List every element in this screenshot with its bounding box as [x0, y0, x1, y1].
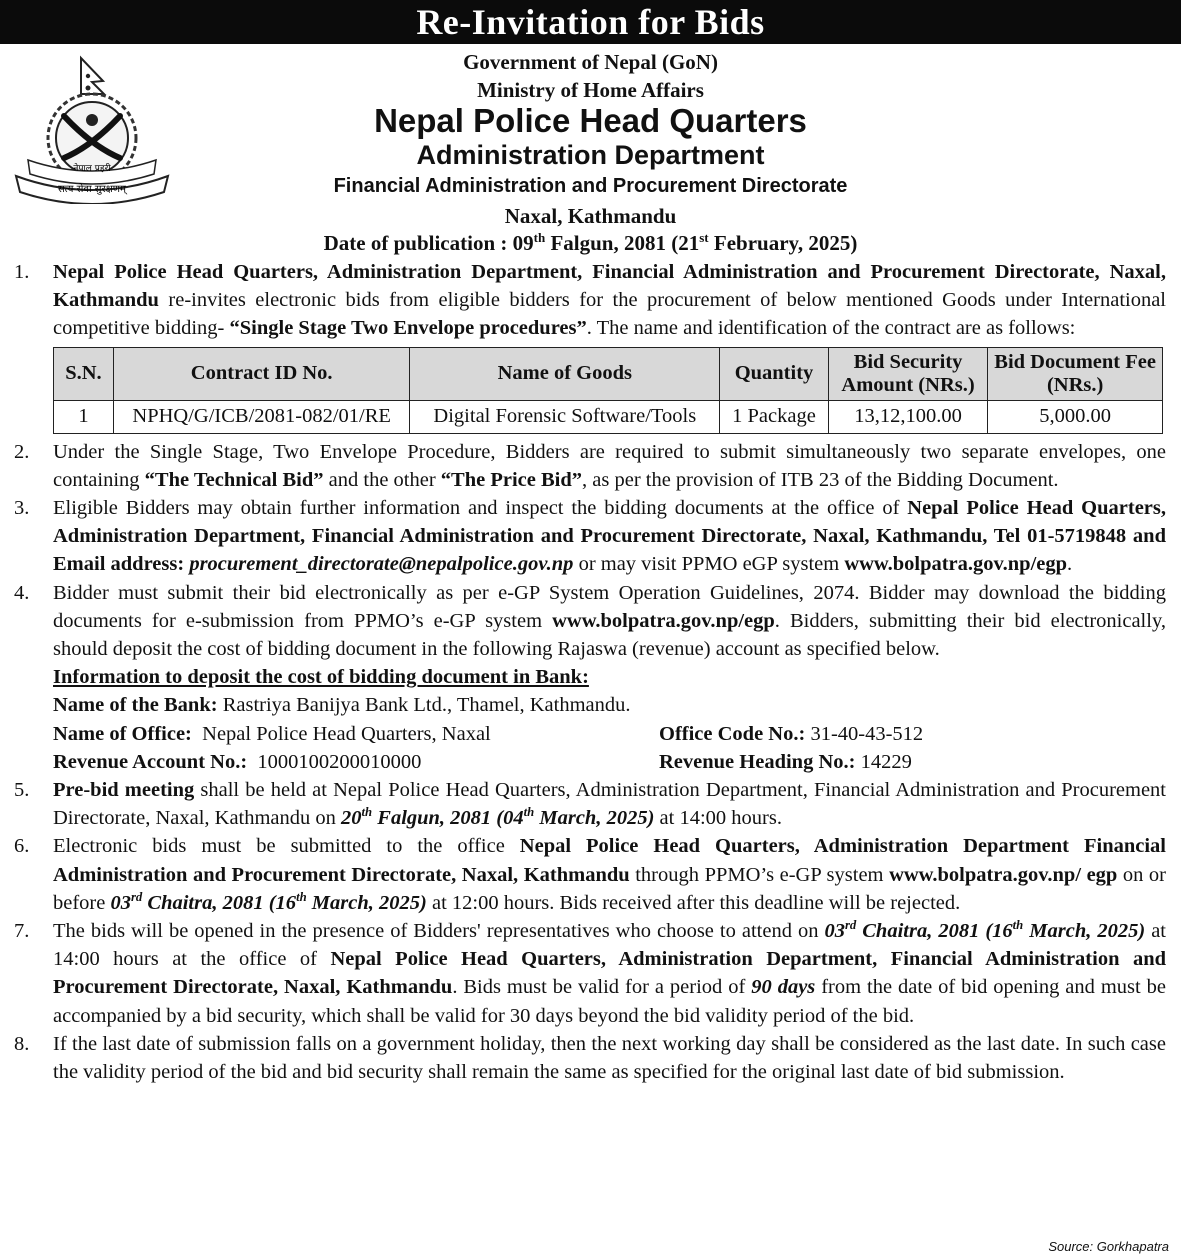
government-line: Government of Nepal (GoN) — [463, 50, 718, 74]
clause-number: 1. — [14, 261, 30, 283]
directorate-title: Financial Administration and Procurement Directorate — [333, 175, 848, 197]
table-header-row — [54, 347, 1163, 400]
cell-goods: Digital Forensic Software/Tools — [410, 400, 720, 433]
location-line: Naxal, Kathmandu — [504, 204, 677, 228]
title-banner: Re-Invitation for Bids — [0, 0, 1181, 44]
col-sn: S.N. — [54, 347, 114, 400]
egp-link[interactable]: www.bolpatra.gov.np/ egp — [889, 863, 1118, 886]
cell-contract-id: NPHQ/G/ICB/2081-082/01/RE — [113, 400, 410, 433]
egp-link[interactable]: www.bolpatra.gov.np/egp — [552, 609, 775, 632]
organization-title: Nepal Police Head Quarters — [374, 102, 807, 139]
bank-info-heading: Information to deposit the cost of bidding document in Bank: — [53, 666, 589, 689]
bank-info: Information to deposit the cost of bidding document in Bank: Name of the Bank: Rastriya Banijya Bank Ltd., Thamel, Kathmandu. Name of Office: Nepal Police Head Quarters, Naxal Office Code No.: 31-40-43-512 Revenue Account No.: 1000100200010000 Revenue Heading No.: 14229 — [53, 663, 1166, 776]
clause-4: 4. Bidder must submit their bid electronically as per e-GP System Operation Guidelines, 2074. Bidder may download the bidding documents for e-submission from PPMO’s e-GP system www.bolpatra.gov.np/egp. Bidders, submitting their bid electronically, should deposit the cost of bidding document in the following Rajaswa (revenue) account as specified below. Information to deposit the cost of bidding document in Bank: Name of the Bank: Rastriya Banijya Bank Ltd., Thamel, Kathmandu. Name of Office: Nepal Police Head Quarters, Naxal Office Code No.: 31-40-43-512 Revenue Account No.: 1000100200010000 Revenue Heading No.: 14229 — [14, 579, 1166, 776]
emblem-top-text: नेपाल प्रहरी — [73, 164, 111, 174]
col-goods: Name of Goods — [410, 347, 720, 400]
contract-table — [53, 347, 1163, 434]
col-quantity: Quantity — [720, 347, 829, 400]
ministry-line: Ministry of Home Affairs — [477, 78, 704, 102]
clause-6: 6. Electronic bids must be submitted to the office Nepal Police Head Quarters, Administration Department Financial Administration and Procurement Directorate, Naxal, Kathmandu through PPMO’s e-GP system www.bolpatra.gov.np/ egp on or before 03rd Chaitra, 2081 (16th March, 2025) at 12:00 hours. Bids received after this deadline will be rejected. — [14, 835, 1167, 914]
clause-2: 2. Under the Single Stage, Two Envelope Procedure, Bidders are required to submit simultaneously two separate envelopes, one containing “The Technical Bid” and the other “The Price Bid”, as per the provision of ITB 23 of the Bidding Document. — [14, 440, 1166, 491]
clause-3: 3. Eligible Bidders may obtain further information and inspect the bidding documents at the office of Nepal Police Head Quarters, Administration Department, Financial Administration and Procurement Directorate, Naxal, Kathmandu, Tel 01-5719848 and Email address: procurement_directorate@nepalpolice.gov.np or may visit PPMO eGP system www.bolpatra.gov.np/egp. — [14, 497, 1166, 576]
col-doc-fee: Bid Document Fee (NRs.) — [988, 347, 1163, 400]
publication-date: Date of publication : 09th Falgun, 2081 (21st February, 2025) — [323, 230, 858, 255]
source-credit: Source: Gorkhapatra — [1048, 1239, 1169, 1254]
clause-1: 1. Nepal Police Head Quarters, Administration Department, Financial Administration and Procurement Directorate, Naxal, Kathmandu re-invites electronic bids from eligible bidders for the procurement of below mentioned Goods under International competitive bidding- “Single Stage Two Envelope procedures”. The name and identification of the contract are as follows: S.N. Contract ID No. Name of Goods Quantity Bid Security Amount (NRs.) Bid Document Fee (NRs.) 1 NPHQ/G/ICB/2081-082/01/RE Digital Forensic Software/Tools 1 Package 13,12,100.00 5,000.00 — [14, 258, 1166, 434]
cell-bid-security: 13,12,100.00 — [828, 400, 987, 433]
notice-body — [14, 258, 1166, 1086]
egp-link[interactable]: www.bolpatra.gov.np/egp — [844, 553, 1068, 576]
emblem-motto-text: सत्य सेवा सुरक्षणम् — [58, 184, 126, 195]
department-title: Administration Department — [416, 140, 765, 170]
cell-sn: 1 — [54, 400, 114, 433]
clause-5: 5. Pre-bid meeting shall be held at Nepal Police Head Quarters, Administration Department, Financial Administration and Procurement Directorate, Naxal, Kathmandu on 20th Falgun, 2081 (04th March, 2025) at 14:00 hours. — [14, 779, 1166, 830]
col-bid-security: Bid Security Amount (NRs.) — [828, 347, 987, 400]
table-row — [54, 400, 1163, 433]
col-contract-id: Contract ID No. — [113, 347, 410, 400]
clause-8: 8. If the last date of submission falls on a government holiday, then the next working day shall be considered as the last date. In such case the validity period of the bid and bid security shall remain the same as specified for the original last date of bid submission. — [14, 1032, 1166, 1084]
procurement-email[interactable]: procurement_directorate@nepalpolice.gov.np — [189, 553, 574, 576]
clause-7: 7. The bids will be opened in the presence of Bidders' representatives who choose to attend on 03rd Chaitra, 2081 (16th March, 2025) at 14:00 hours at the office of Nepal Police Head Quarters, Administration Department, Financial Administration and Procurement Directorate, Naxal, Kathmandu. Bids must be valid for a period of 90 days from the date of bid opening and must be accompanied by a bid security, which shall be valid for 30 days beyond the bid validity period of the bid. — [14, 918, 1166, 1027]
cell-doc-fee: 5,000.00 — [988, 400, 1163, 433]
cell-quantity: 1 Package — [720, 400, 829, 433]
